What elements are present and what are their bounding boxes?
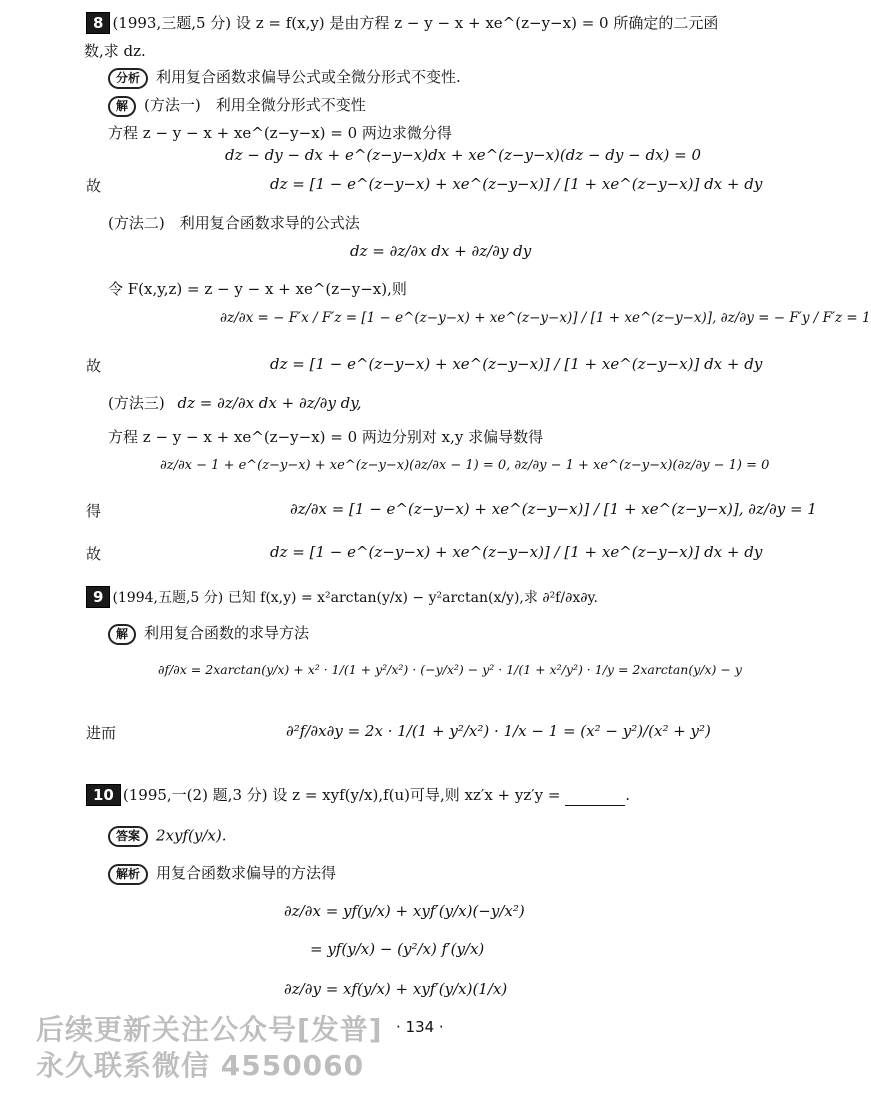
q10-eq1: ∂z/∂x = yf(y/x) + xyf′(y/x)(−y/x²)	[284, 902, 525, 920]
q10-answer-blank	[565, 793, 625, 806]
watermark-line2: 永久联系微信 4550060	[36, 1049, 365, 1082]
q9-text-line1: (1994,五题,5 分) 已知 f(x,y) = x²arctan(y/x) − y²arctan(x/y),求 ∂²f/∂x∂y.	[112, 590, 598, 606]
q9-number-badge: 9	[86, 586, 110, 608]
q8-m2-eq2: ∂z/∂x = − F′x / F′z = [1 − e^(z−y−x) + xe^(z−y−x)] / [1 + xe^(z−y−x)], ∂z/∂y = − F′y / F′z = 1	[220, 310, 871, 326]
q9-jin-er: 进而	[86, 724, 117, 742]
q8-m1-result: dz = [1 − e^(z−y−x) + xe^(z−y−x)] / [1 + xe^(z−y−x)] dx + dy	[270, 175, 763, 193]
q8-header	[86, 12, 718, 34]
q8-analysis-text: 利用复合函数求偏导公式或全微分形式不变性.	[156, 68, 461, 86]
watermark-line1: 后续更新关注公众号[发普]	[36, 1013, 383, 1046]
q8-m3-eq1: dz = ∂z/∂x dx + ∂z/∂y dy,	[177, 394, 362, 412]
q9-method: 利用复合函数的求导方法	[144, 624, 310, 642]
q10-end: .	[625, 786, 631, 804]
q8-m2-eq1: dz = ∂z/∂x dx + ∂z/∂y dy	[350, 242, 532, 260]
q8-m2-line: 令 F(x,y,z) = z − y − x + xe^(z−y−x),则	[108, 280, 407, 298]
q8-gu-2: 故	[86, 357, 102, 375]
answer-tag-icon: 答案	[108, 826, 148, 847]
q10-method: 用复合函数求偏导的方法得	[156, 864, 337, 882]
q8-text-line1: (1993,三题,5 分) 设 z = f(x,y) 是由方程 z − y − x + xe^(z−y−x) = 0 所确定的二元函	[112, 14, 719, 32]
q10-answer	[108, 826, 227, 847]
q9-header	[86, 586, 598, 608]
q8-method3-title: (方法三)	[108, 394, 165, 412]
analysis-tag-icon: 分析	[108, 68, 148, 89]
q8-method3	[108, 392, 362, 413]
q8-m3-eq3: ∂z/∂x = [1 − e^(z−y−x) + xe^(z−y−x)] / [1 + xe^(z−y−x)], ∂z/∂y = 1	[290, 500, 817, 518]
q9-eq2: ∂²f/∂x∂y = 2x · 1/(1 + y²/x²) · 1/x − 1 = (x² − y²)/(x² + y²)	[286, 722, 711, 740]
q10-solution	[108, 862, 336, 885]
q8-m3-result: dz = [1 − e^(z−y−x) + xe^(z−y−x)] / [1 + xe^(z−y−x)] dx + dy	[270, 543, 763, 561]
q10-eq3: ∂z/∂y = xf(y/x) + xyf′(y/x)(1/x)	[284, 980, 508, 998]
q8-method2-title: (方法二) 利用复合函数求导的公式法	[108, 214, 360, 232]
q10-number-badge: 10	[86, 784, 121, 806]
q8-m1-equation: dz − dy − dx + e^(z−y−x)dx + xe^(z−y−x)(dz − dy − dx) = 0	[225, 146, 702, 164]
q10-text-line1: (1995,一(2) 题,3 分) 设 z = xyf(y/x),f(u)可导,则 xz′x + yz′y =	[122, 786, 561, 804]
q8-solution	[108, 94, 366, 117]
q9-eq1: ∂f/∂x = 2xarctan(y/x) + x² · 1/(1 + y²/x²) · (−y/x²) − y² · 1/(1 + x²/y²) · 1/y = 2xarctan(y/x) − y	[158, 662, 742, 677]
q8-de: 得	[86, 502, 102, 520]
q8-gu-3: 故	[86, 545, 102, 563]
q8-m1-line: 方程 z − y − x + xe^(z−y−x) = 0 两边求微分得	[108, 124, 452, 142]
solution-tag-icon: 解析	[108, 864, 148, 885]
q10-answer-text: 2xyf(y/x).	[156, 826, 227, 845]
q10-header	[86, 784, 630, 806]
solution-tag-icon: 解	[108, 96, 136, 117]
q8-m3-eq2: ∂z/∂x − 1 + e^(z−y−x) + xe^(z−y−x)(∂z/∂x − 1) = 0, ∂z/∂y − 1 + xe^(z−y−x)(∂z/∂y − 1) = 0	[160, 458, 770, 473]
q8-analysis	[108, 66, 461, 89]
q10-eq2: = yf(y/x) − (y²/x) f′(y/x)	[310, 940, 485, 958]
q9-solution	[108, 622, 309, 645]
q8-number-badge: 8	[86, 12, 110, 34]
q8-m3-line: 方程 z − y − x + xe^(z−y−x) = 0 两边分别对 x,y 求偏导数得	[108, 428, 544, 446]
q8-text-line2: 数,求 dz.	[84, 42, 146, 60]
q8-m2-result: dz = [1 − e^(z−y−x) + xe^(z−y−x)] / [1 + xe^(z−y−x)] dx + dy	[270, 355, 763, 373]
q8-method1-title: (方法一) 利用全微分形式不变性	[144, 96, 366, 114]
q8-gu-1: 故	[86, 177, 102, 195]
page-number: · 134 ·	[396, 1018, 444, 1036]
solution-tag-icon: 解	[108, 624, 136, 645]
